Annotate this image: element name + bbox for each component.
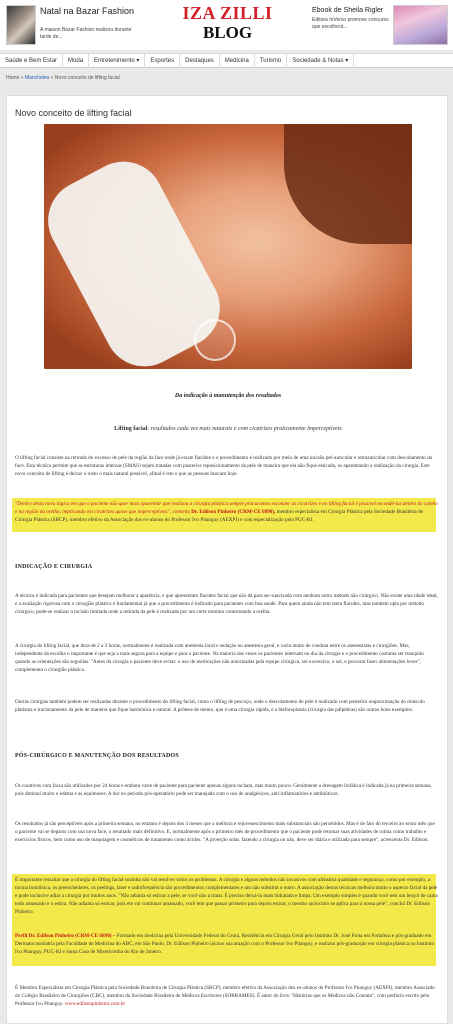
site-link[interactable]: www.edilsonpinheiro.com.br [64, 1001, 126, 1007]
breadcrumb-section[interactable]: Manchetes [24, 75, 50, 81]
paragraph-5: Os curativos com faixa são utilizados por 24 horas e embora varie de paciente para paciente apenas alguns incham, mas muito pouco. Geralmente a drenagem linfática é indicada já na primeira semana, pois diminui muito o edema e as equimoses. A dor no período pós-operatório pode ser manejada com o uso de analgésicos, anti-inflamatórios e antibióticos. [15, 783, 432, 797]
bio-paragraph [15, 932, 438, 956]
paragraph-8-text: É Membro Especialista em Cirurgia Plástica pela Sociedade Brasileira de Cirurgia Plástica (SBCP), membro efetivo da Associação dos ex-alunos do Professor Ivo Pitanguy (AEXPI), membro Associado do Colégio Brasileiro de Cirurgiões (CBC), membro da Sociedade Brasileira de Médicos Escritores (SOBRAMES). É autor do livro "Histórias que os Médicos não Contam", com prefácio escrito pelo Professor Ivo Pitanguy. [15, 985, 435, 1007]
paragraph-4: Outras cirurgias também podem ser realizadas durante o procedimento do lifting facial, como o lifting de pescoço, onde o descolamento de pele é realizado com posterior reaproximação do músculo platisma e tracionamento da pele de maneira que fique harmônica e natural. A prótese de mento, que é uma cirurgia rápida, e a blefaroplastia (cirurgia das pálpebras) são outros bons exemplos. [15, 699, 425, 713]
bio-name: Perfil Dr. Edilson Pinheiro (CRM-CE 6890) – [15, 933, 116, 939]
site-logo[interactable] [160, 4, 295, 42]
paragraph-7: É importante ressaltar que a cirurgia do lifting facial sozinha não vai resolver todos os problemas. A cirurgia e alguns métodos não invasivos com altíssima qualidade e segurança, como por exemplo, a toxina botulínica, os preenchedores, os peelings, laser e radiofrequência são procedimentos complementares e um não substitui o outro. A associação destas técnicas melhora muito o aspecto facial da pele e pode inclusive adiar a cirurgia por muitos anos. "Não adianta só esticar a pele, se você não a tratar. É preciso deixá-la mais hidratada e limpa. Um exemplo simples é quando você tem um lençol de cama todo amassado e o estica. Não adianta só esticar, pois ele vai continuar amassado, você tem que passar primeiro para depois estirar, o mesmo raciocínio se aplica para a nossa pele", conclui Dr. Edilson Pinheiro. [15, 877, 438, 915]
section-heading-indicacao: INDICAÇÃO E CIRURGIA [15, 564, 93, 570]
promo-right-text: Editora InVerso promove concurso que escolherá... [312, 17, 389, 30]
nav-item-entretenimento[interactable]: Entretenimento ▾ [89, 54, 145, 68]
nav-item-sociedade[interactable]: Sociedade & Notas ▾ [287, 54, 354, 68]
paragraph-8 [15, 984, 438, 1008]
promo-right-image[interactable] [393, 5, 448, 45]
quote-1-text: "Dentro desta nova lógica em que o paciente não quer mais aparentar que realizou a cirurgia plástica sempre procuramos esconder as cicatrizes e no lifting facial é possível escondê-las dentro do cabelo e na região da orelha, implicando em cicatrizes quase que imperceptíveis", comenta [15, 501, 438, 515]
hero-hair-shape [284, 124, 412, 244]
section-heading-pos-cirurgico: PÓS-CIRÚRGICO E MANUTENÇÃO DOS RESULTADOS [15, 753, 179, 759]
article-subhead [7, 426, 449, 432]
nav-item-moda[interactable]: Moda [63, 54, 89, 68]
quote-1-rest: membro especialista em Cirurgia Plástica pela Sociedade Brasileira de Cirurgia Plástica (SBCP), membro efetivo da Associação dos ex-alunos do Professor Ivo Pitanguy (AEXPI) e com especialização pela PUC-RJ. [15, 509, 423, 523]
promo-right[interactable] [312, 5, 448, 46]
paragraph-1: O lifting facial consiste na retirada do excesso de pele da região da face onde já existe flacidez e o procedimento é realizado por meio de uma incisão pré-auricular e retroauricular com descolamento da face. Esta técnica permite que as estruturas internas (SMAS) sejam tratadas com posterior reposicionamento da pele de maneira que ela não fique esticada, os aparentando a realização da cirurgia. Este novo conceito de lifting é deixar o rosto o mais natural possível, afinal é isto o que as pessoas buscam hoje. [15, 455, 432, 477]
paragraph-6: Os resultados já são perceptíveis após a primeira semana, no entanto é depois dos 3 meses que a melhora e rejuvenescimento mais substanciais são percebidos. Mas é de fato do terceiro ao sexto mês que o paciente vai se deparar com sua nova face, o resultado mais definitivo. E, normalmente após o primeiro mês de procedimento que o paciente pode retomar suas atividades de rotina como trabalho e exercícios físicos, bem como uso de maquiagem e cosméticos de tratamento como ácidos. "A proteção solar, fazendo a cirurgia ou não, deve ser diária e utilizada para sempre", acrescenta Dr. Edilson. [15, 821, 435, 843]
logo-line-2: BLOG [202, 23, 253, 42]
promo-left[interactable] [6, 5, 144, 46]
promo-left-image[interactable] [6, 5, 36, 45]
image-caption: Da indicação à manutenção dos resultados [174, 393, 282, 399]
breadcrumb [6, 75, 120, 81]
paragraph-2: A técnica é indicada para pacientes que desejam melhorar a aparência, e que apresentam flacidez facial que não dá para ser suavizada com nenhum outro método não cirúrgico. Não existe uma idade ideal, e a avaliação rigorosa com o cirurgião plástico é fundamental já que o procedimento é indicado para pacientes com boa saúde. Para quem ainda não tem tanta flacidez, mas também opta por método cirúrgico, pode-se realizar a incisão limitada onde a retirada da pele é realizada por um corte mínimo contornando a orelha. [15, 593, 438, 615]
nav-item-destaques[interactable]: Destaques [180, 54, 220, 68]
nav-item-medicina[interactable]: Medicina [220, 54, 255, 68]
hero-device-shape [194, 319, 236, 361]
quote-1-name: Dr. Edilson Pinheiro (CRM-CE 6890), [191, 509, 276, 515]
nav-item-turismo[interactable]: Turismo [255, 54, 287, 68]
breadcrumb-current: » Novo conceito de lifting facial [50, 75, 120, 81]
breadcrumb-home[interactable]: Home [6, 75, 20, 81]
quote-1 [15, 500, 438, 524]
top-header [0, 0, 453, 50]
article-title: Novo conceito de lifting facial [15, 108, 132, 118]
promo-left-text: A maison Bazar Fashion realizou durante tarde de... [40, 27, 132, 40]
subhead-rest: : resultados cada vez mais naturais e com cicatrizes praticamente imperceptíveis [147, 426, 342, 432]
article-hero-image [44, 124, 412, 369]
main-nav [0, 53, 453, 68]
subhead-bold: Lifting facial [114, 426, 148, 432]
logo-line-1: IZA ZILLI [182, 3, 273, 23]
nav-item-saude[interactable]: Saúde e Bem Estar [0, 54, 63, 68]
paragraph-3: A cirurgia do lifting facial, que dura de 2 a 3 horas, normalmente é realizada com anestesia local e sedação ou anestesia geral, e varia muito de conduta entre os anestesistas e cirurgiões. Mas, independente da escolha o importante é que seja a mais segura para a equipe e para o paciente. Na maioria das vezes os pacientes internam no dia da cirurgia e o procedimento costuma ser tranquilo quando as orientações são seguidas. "Antes da cirurgia o paciente deve evitar: o uso de medicações não autorizadas pela equipe cirúrgica, sol excessivo, o sol, e procurar fazer alimentações leves", complementa o cirurgião plástico. [15, 643, 424, 673]
promo-left-title[interactable]: Natal na Bazar Fashion [40, 6, 135, 16]
breadcrumb-separator: » [20, 75, 25, 81]
bio-text: Formado em medicina pela Universidade Federal do Ceará, Residência em Cirurgia Geral pelo Instituto Dr. José Frota em Fortaleza e pós-graduado em Dermatocosmiatria pela Faculdade de Medicina do ABC, em São Paulo, Dr. Edilson Pinheiro iniciou sua atuação com o Professor Ivo Pitanguy, e realizou pós-graduação em cirurgia plástica no Instituto Ivo Pitanguy, PUC-RJ e Santa Casa de Misericórdia do Rio de Janeiro. [15, 933, 435, 955]
article-card [6, 95, 448, 1024]
promo-right-title[interactable]: Ebook de Sheila Rigler [312, 7, 384, 14]
nav-item-esportes[interactable]: Esportes [145, 54, 180, 68]
